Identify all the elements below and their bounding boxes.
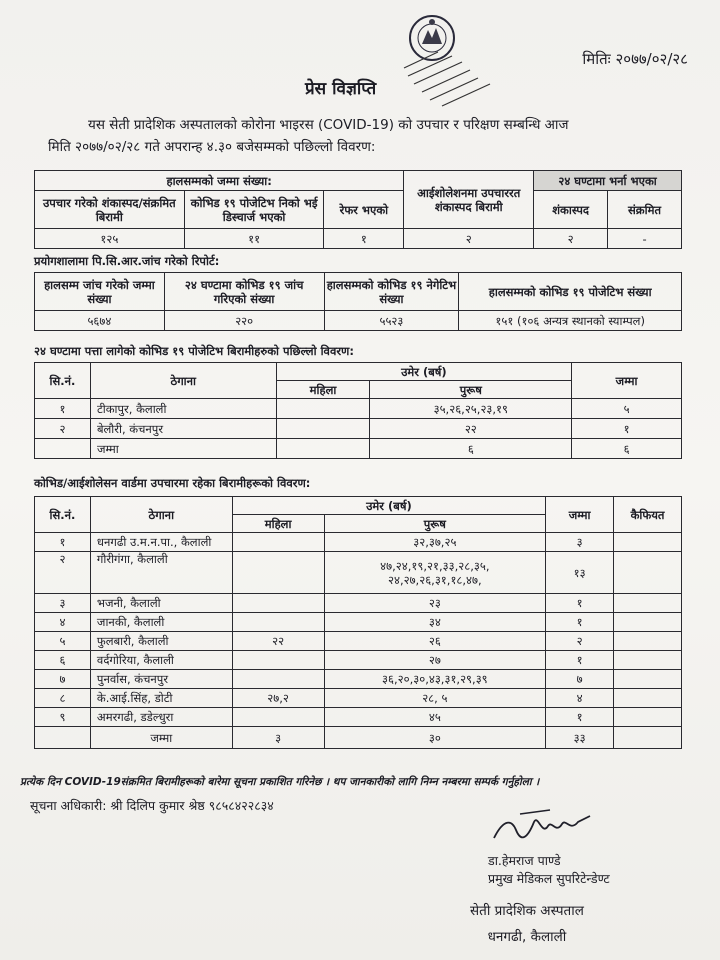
row-sn: ५	[35, 632, 91, 651]
row-remark	[614, 613, 682, 632]
row-female	[232, 670, 324, 689]
col-referred: रेफर भएको	[324, 191, 404, 229]
row-male: २६	[324, 632, 546, 651]
row-address: वर्दगोरिया, कैलाली	[90, 651, 232, 670]
table-row	[35, 613, 682, 632]
intro-paragraph	[48, 114, 688, 158]
row-male: ४५	[324, 708, 546, 727]
row-total: ३	[546, 533, 614, 552]
row-remark	[614, 708, 682, 727]
row-sn: १	[35, 533, 91, 552]
sum-male: ३०	[324, 727, 546, 749]
row-male: २७	[324, 651, 546, 670]
date-text: मितिः २०७७/०२/२८	[582, 50, 688, 68]
office-block	[470, 898, 584, 950]
row-male: २३	[324, 594, 546, 613]
doctor-name: डा.हेमराज पाण्डे	[488, 853, 561, 868]
row-male: ३५,२६,२५,२३,१९	[370, 399, 572, 419]
col-sn: सि.नं.	[35, 497, 91, 533]
table-row	[35, 419, 682, 439]
row-total: ७	[546, 670, 614, 689]
signatory-block	[488, 852, 610, 888]
row-total: ५	[572, 399, 682, 419]
doctor-title: प्रमुख मेडिकल सुपरिटेन्डेण्ट	[488, 871, 610, 886]
col-treated: उपचार गरेको शंकास्पद/संक्रमित बिरामी	[35, 191, 185, 229]
col-suspected: शंकास्पद	[534, 191, 608, 229]
sum-total: ६	[572, 439, 682, 459]
table-row	[35, 632, 682, 651]
row-female: २७,२	[232, 689, 324, 708]
sum-label: जम्मा	[90, 439, 276, 459]
col-male: पुरूष	[324, 515, 546, 533]
cell-value: १२५	[35, 229, 185, 249]
row-female	[232, 533, 324, 552]
intro-line-2: मिति २०७७/०२/२८ गते अपरान्ह ४.३० बजेसम्मको पछिल्लो विवरण:	[48, 139, 376, 155]
col-male: पुरूष	[370, 381, 572, 399]
row-address: फुलबारी, कैलाली	[90, 632, 232, 651]
ward-patients-table	[34, 496, 682, 749]
row-female	[232, 651, 324, 670]
sum-row	[35, 439, 682, 459]
cell-value: २	[404, 229, 534, 249]
row-male-line-2: २४,२७,२६,३१,१८,४७,	[387, 572, 482, 587]
row-sn: ७	[35, 670, 91, 689]
positive-24h-table	[34, 362, 682, 459]
table-row	[35, 552, 682, 594]
cell-value: २	[534, 229, 608, 249]
table-row	[35, 670, 682, 689]
table-row	[35, 689, 682, 708]
col-positive: हालसम्मको कोभिड १९ पोजेटिभ संख्या	[459, 273, 682, 311]
signature-icon	[490, 808, 610, 848]
cell-value: -	[608, 229, 682, 249]
row-female	[276, 419, 370, 439]
cell-value: १५१ (१०६ अन्यत्र स्थानको स्याम्पल)	[459, 311, 682, 331]
summary-table	[34, 170, 682, 249]
cell-value: ११	[184, 229, 324, 249]
col-total: जम्मा	[572, 363, 682, 399]
footnote: प्रत्येक दिन COVID-19संक्रमित बिरामीहरूको बारेमा सूचना प्रकाशित गरिनेछ । थप जानकारीको लागि निम्न नम्बरमा सम्पर्क गर्नुहोला ।	[20, 776, 540, 788]
row-remark	[614, 533, 682, 552]
office-name: सेती प्रादेशिक अस्पताल	[470, 903, 584, 919]
row-remark	[614, 651, 682, 670]
row-female	[232, 552, 324, 594]
row-total: १	[546, 651, 614, 670]
header-isolation: आईशोलेशनमा उपचाररत शंकास्पद बिरामी	[404, 171, 534, 229]
row-sn: १	[35, 399, 91, 419]
col-remark: कैफियत	[614, 497, 682, 533]
col-total-tested: हालसम्म जांच गरेको जम्मा संख्या	[35, 273, 165, 311]
government-seal-icon	[398, 10, 498, 110]
row-sn: २	[35, 552, 91, 594]
cell-value: २२०	[164, 311, 324, 331]
table-row	[35, 594, 682, 613]
row-sn: ६	[35, 651, 91, 670]
table-row	[35, 399, 682, 419]
information-officer: सूचना अधिकारी: श्री दिलिप कुमार श्रेष्ठ ९८५८४२२८३४	[30, 798, 274, 813]
row-male-line-1: ४७,२४,१९,२१,३३,२८,३५,	[380, 558, 490, 573]
row-male: २२	[370, 419, 572, 439]
col-discharged: कोभिड १९ पोजेटिभ निको भई डिस्चार्ज भएको	[184, 191, 324, 229]
table-row	[35, 651, 682, 670]
page-title: प्रेस विज्ञप्ति	[305, 79, 377, 99]
row-address: धनगढी उ.म.न.पा., कैलाली	[90, 533, 232, 552]
sum-female: ३	[232, 727, 324, 749]
col-address: ठेगाना	[90, 363, 276, 399]
row-male	[324, 552, 546, 594]
sum-total: ३३	[546, 727, 614, 749]
table-row	[35, 708, 682, 727]
col-female: महिला	[276, 381, 370, 399]
row-female: २२	[232, 632, 324, 651]
row-male: २८, ५	[324, 689, 546, 708]
sum-row	[35, 727, 682, 749]
row-total: १	[546, 613, 614, 632]
header-24-hours: २४ घण्टामा भर्ना भएका	[534, 171, 682, 191]
header-total-count: हालसम्मको जम्मा संख्या:	[35, 171, 404, 191]
row-remark	[614, 552, 682, 594]
col-negative: हालसम्मको कोभिड १९ नेगेटिभ संख्या	[324, 273, 459, 311]
row-address: बेलौरी, कंचनपुर	[90, 419, 276, 439]
row-female	[232, 594, 324, 613]
row-sn: ९	[35, 708, 91, 727]
row-male: ३४	[324, 613, 546, 632]
sum-label: जम्मा	[90, 727, 232, 749]
pcr-caption: प्रयोगशालामा पि.सि.आर.जांच गरेको रिपोर्ट:	[34, 254, 220, 268]
row-total: २	[546, 632, 614, 651]
row-address: अमरगढी, डडेल्धुरा	[90, 708, 232, 727]
row-address: गौरीगंगा, कैलाली	[90, 552, 232, 594]
row-total: १	[546, 708, 614, 727]
row-address: के.आई.सिंह, डोटी	[90, 689, 232, 708]
table-row	[35, 533, 682, 552]
row-remark	[614, 670, 682, 689]
row-total: १३	[546, 552, 614, 594]
row-address: जानकी, कैलाली	[90, 613, 232, 632]
ward-caption: कोभिड/आईशोलेसन वार्डमा उपचारमा रहेका बिरामीहरूको विवरण:	[34, 476, 311, 490]
row-female	[276, 399, 370, 419]
row-female	[232, 708, 324, 727]
office-place: धनगढी, कैलाली	[487, 929, 567, 945]
row-sn: ३	[35, 594, 91, 613]
col-female: महिला	[232, 515, 324, 533]
row-total: १	[572, 419, 682, 439]
pcr-table	[34, 272, 682, 331]
col-address: ठेगाना	[90, 497, 232, 533]
sum-male: ६	[370, 439, 572, 459]
cell-value: १	[324, 229, 404, 249]
row-sn: ८	[35, 689, 91, 708]
row-male: ३६,२०,३०,४३,३१,२९,३९	[324, 670, 546, 689]
col-age: उमेर (बर्ष)	[276, 363, 572, 381]
cell-value: ५६७४	[35, 311, 165, 331]
row-female	[232, 613, 324, 632]
row-remark	[614, 594, 682, 613]
col-age: उमेर (बर्ष)	[232, 497, 545, 515]
col-total: जम्मा	[546, 497, 614, 533]
row-sn: ४	[35, 613, 91, 632]
row-address: पुनर्वास, कंचनपुर	[90, 670, 232, 689]
row-address: टीकापुर, कैलाली	[90, 399, 276, 419]
row-address: भजनी, कैलाली	[90, 594, 232, 613]
positive-24h-caption: २४ घण्टामा पत्ता लागेको कोभिड १९ पोजेटिभ बिरामीहरुको पछिल्लो विवरण:	[34, 344, 354, 358]
row-total: ४	[546, 689, 614, 708]
row-remark	[614, 689, 682, 708]
col-sn: सि.नं.	[35, 363, 91, 399]
row-total: १	[546, 594, 614, 613]
row-sn: २	[35, 419, 91, 439]
row-remark	[614, 632, 682, 651]
cell-value: ५५२३	[324, 311, 459, 331]
col-infected: संक्रमित	[608, 191, 682, 229]
intro-line-1: यस सेती प्रादेशिक अस्पतालको कोरोना भाइरस (COVID-19) को उपचार र परिक्षण सम्बन्धि आज	[88, 117, 569, 133]
row-male: ३२,३७,२५	[324, 533, 546, 552]
col-tested-24h: २४ घण्टामा कोभिड १९ जांच गरिएको संख्या	[164, 273, 324, 311]
